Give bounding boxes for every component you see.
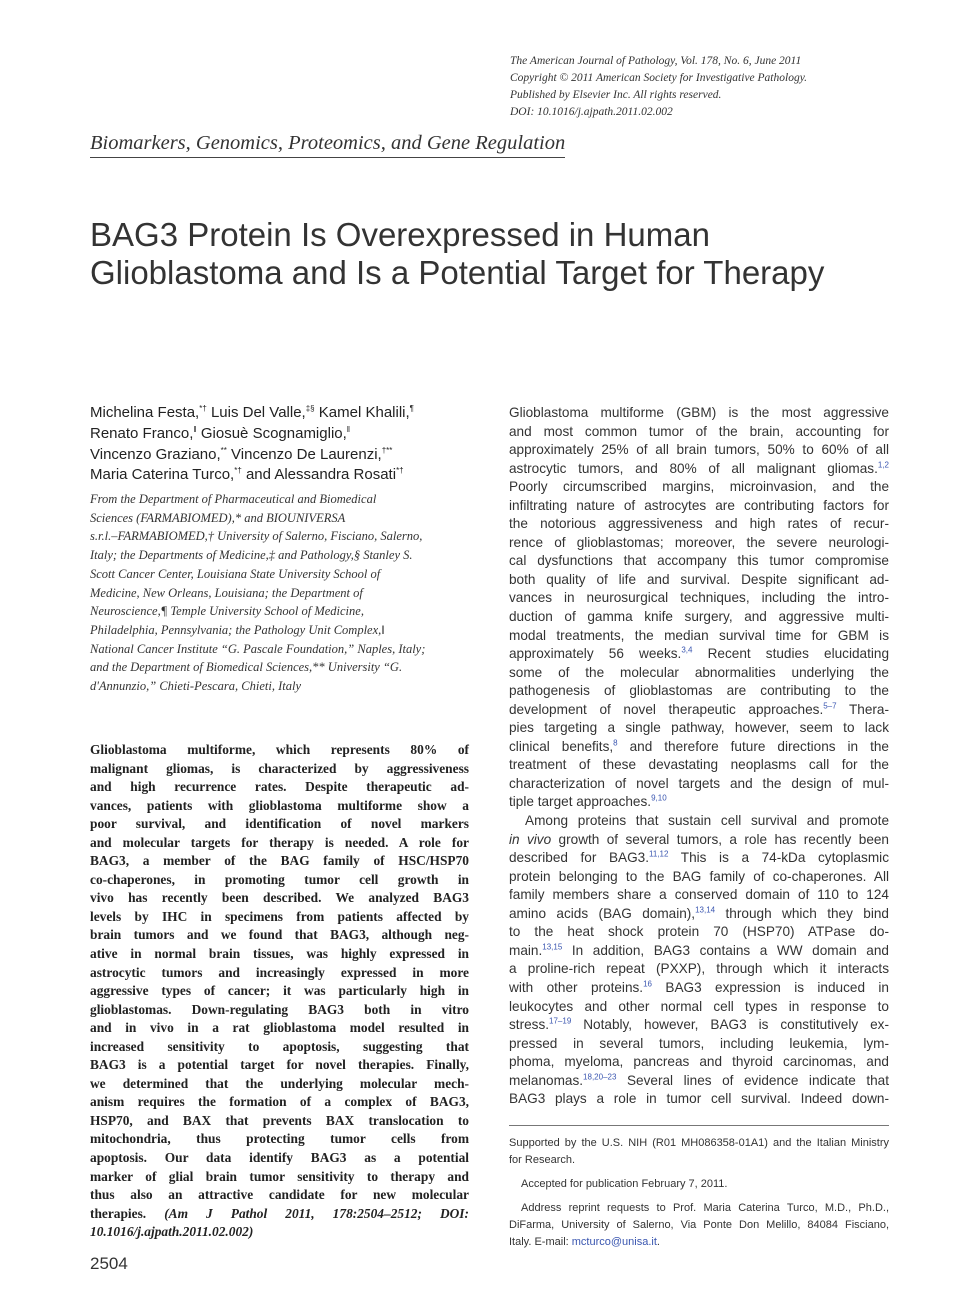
email-link[interactable]: mcturco@unisa.it	[571, 1236, 657, 1248]
funding-note: Supported by the U.S. NIH (R01 MH086358-01A1) and the Italian Ministry	[509, 1137, 889, 1149]
affiliation-mark: ‡§	[305, 404, 315, 413]
reference-link[interactable]: 18,20–23	[583, 1072, 617, 1082]
body-line	[509, 942, 889, 961]
abstract-line: mitochondria, thus protecting tumor cells from	[90, 1131, 469, 1147]
affiliation-mark: ‖	[193, 424, 197, 434]
abstract-line: vances, patients with glioblastoma multiforme show a	[90, 797, 469, 813]
affiliation-mark: *†	[234, 466, 242, 476]
affiliation-mark: **	[220, 445, 227, 455]
affiliation-line: Scott Cancer Center, Louisiana State University School of	[90, 566, 381, 581]
title-line-1: BAG3 Protein Is Overexpressed in Human	[90, 216, 710, 253]
body-text-span: Notably, however, BAG3 is constitutively ex-	[571, 1017, 889, 1033]
affiliation-line: Sciences (FARMABIOMED),* and BIOUNIVERSA	[90, 510, 346, 525]
abstract-line: glioblastomas. Down-regulating BAG3 both in vitro	[90, 1001, 469, 1017]
affiliation-mark: *†	[396, 466, 404, 476]
body-line: modal treatments, the median survival time for GBM is	[509, 627, 889, 643]
abstract-line: astrocytic tumors and increasingly expressed in more	[90, 964, 469, 980]
body-line	[509, 1072, 889, 1091]
address-note: DiFarma, University of Salerno, Via Ponte Don Melillo, 84084 Fisciano,	[509, 1219, 889, 1231]
affiliation-line: Philadelphia, Pennsylvania; the Pathology Unit Complex,‖	[90, 622, 385, 637]
abstract-line: we determined that the underlying molecular mech-	[90, 1075, 469, 1091]
body-text-span: clinical benefits,	[509, 738, 614, 754]
author-name: Giosuè Scognamiglio,	[196, 424, 347, 442]
body-line: the notorious aggressiveness and high rates of recur-	[509, 516, 889, 532]
abstract-line: brain tumors and we found that BAG3, although neg-	[90, 927, 469, 943]
page-number: 2504	[90, 1254, 128, 1273]
address-note	[509, 1234, 889, 1251]
body-text-span: In addition, BAG3 contains a WW domain and	[562, 942, 889, 958]
reference-link[interactable]: 5–7	[823, 701, 837, 711]
body-line: pathogenesis of glioblastomas are contributing to the	[509, 683, 889, 699]
accepted-note: Accepted for publication February 7, 2011.	[521, 1178, 728, 1190]
abstract-line: and high recurrence rates. Despite therapeutic ad-	[90, 779, 469, 795]
abstract-line: marker of glial brain tumor sensitivity to therapy and	[90, 1168, 469, 1184]
body-line	[509, 645, 889, 664]
abstract-line: aggressive types of cancer; it was particularly high in	[90, 983, 469, 999]
affiliations	[90, 490, 480, 696]
affiliation-line: d'Annunzio,” Chieti-Pescara, Chieti, Italy	[90, 679, 301, 694]
affiliation-mark: ¶	[409, 404, 414, 413]
reference-link[interactable]: 13,14	[695, 905, 716, 915]
author-line	[90, 424, 480, 445]
author-line	[90, 445, 480, 466]
author-line	[90, 403, 480, 424]
body-line: characterization of novel targets and the design of mul-	[509, 775, 889, 791]
author-name: Vincenzo De Laurenzi,	[226, 445, 382, 463]
body-text-span: BAG3 expression is induced in	[652, 979, 889, 995]
footnote-divider	[509, 1125, 889, 1126]
body-text-span: Several lines of evidence indicate that	[616, 1072, 889, 1088]
affiliation-line: From the Department of Pharmaceutical and Biomedical	[90, 492, 377, 506]
abstract-line: malignant gliomas, is characterized by aggressiveness	[90, 760, 469, 776]
affiliation-line: Medicine, New Orleans, Louisiana; the Department of	[90, 585, 363, 600]
abstract-line: and in vivo in a rat glioblastoma model resulted in	[90, 1020, 469, 1036]
body-line: duction of gamma knife surgery, and aggressive multi-	[509, 609, 889, 625]
body-text-span: melanomas.	[509, 1072, 584, 1088]
body-line: leukocytes and other normal cell types in response to	[509, 998, 889, 1014]
author-name: Michelina Festa,	[90, 404, 200, 421]
reference-link[interactable]: 9,10	[651, 793, 667, 803]
body-line: and most common tumor of the brain, accounting for	[509, 423, 889, 439]
reference-link[interactable]: 8	[613, 738, 618, 748]
abstract-line: anism requires the formation of a complex of BAG3,	[90, 1094, 469, 1110]
reference-link[interactable]: 11,12	[649, 849, 669, 859]
body-line: Glioblastoma multiforme (GBM) is the most aggressive	[509, 405, 889, 420]
body-line	[509, 793, 889, 812]
body-line	[509, 979, 889, 998]
body-line	[509, 1016, 889, 1035]
body-line: rence of glioblastomas; moreover, the severe neurologi-	[509, 534, 889, 550]
abstract-doi: 10.1016/j.ajpath.2011.02.002)	[90, 1224, 254, 1240]
article-title	[90, 216, 910, 292]
journal-copyright: Copyright © 2011 American Society for Investigative Pathology.	[510, 72, 808, 84]
body-line: pressed in several tumors, including leukemia, lym-	[509, 1035, 889, 1051]
abstract-line: HSP70, and BAX that prevents BAX translocation to	[90, 1112, 469, 1128]
body-line: both quality of life and survival. Despite significant ad-	[509, 571, 889, 587]
body-text-span: through which they bind	[715, 905, 889, 921]
body-text-span: Recent studies elucidating	[692, 646, 889, 662]
affiliation-line: s.r.l.–FARMABIOMED,† University of Salerno, Fisciano, Salerno,	[90, 529, 423, 544]
body-text-span: This is a 74-kDa cytoplasmic	[668, 850, 889, 866]
body-line: vances in neurosurgical techniques, including the intro-	[509, 590, 889, 606]
affiliation-line: and the Department of Biomedical Sciences,** University “G.	[90, 660, 403, 675]
body-italic-span: in vivo	[509, 831, 552, 847]
abstract-line: vivo has recently been described. We analyzed BAG3	[90, 890, 469, 906]
body-line: pies targeting a single pathway, however, seem to lack	[509, 720, 889, 736]
abstract-citation: (Am J Pathol 2011, 178:2504–2512; DOI:	[164, 1205, 469, 1221]
abstract-line	[90, 1205, 469, 1224]
reference-link[interactable]: 17–19	[549, 1016, 572, 1026]
body-line	[509, 831, 889, 850]
body-text-span: main.	[509, 942, 543, 958]
reference-link[interactable]: 13,15	[542, 942, 563, 952]
journal-header	[510, 53, 930, 121]
body-text-span: astrocytic tumors, and 80% of all malignant gliomas.	[509, 460, 878, 476]
journal-publisher: Published by Elsevier Inc. All rights reserved.	[510, 89, 722, 101]
body-line	[509, 738, 889, 757]
abstract-line: poor survival, and identification of novel markers	[90, 816, 469, 832]
body-line	[509, 701, 889, 720]
funding-note: for Research.	[509, 1154, 576, 1166]
body-line: phoma, myeloma, pancreas and thyroid carcinomas, and	[509, 1054, 889, 1070]
body-line: to the heat shock protein 70 (HSP70) ATPase do-	[509, 924, 889, 940]
reference-link[interactable]: 1,2	[877, 460, 889, 470]
body-text-span: growth of several tumors, a role has recently been	[551, 831, 889, 847]
body-text-span: and therefore future directions in the	[617, 738, 889, 754]
body-text-span: tiple target approaches.	[509, 794, 652, 810]
body-line: treatment of these devastating neoplasms call for the	[509, 757, 889, 773]
body-line: a proline-rich repeat (PXXP), through which it interacts	[509, 961, 889, 977]
body-line	[509, 905, 889, 924]
body-line	[509, 849, 889, 868]
body-text-span: with other proteins.	[509, 979, 644, 995]
reference-link[interactable]: 3,4	[681, 645, 693, 655]
abstract-line: thus also an attractive candidate for new molecular	[90, 1187, 469, 1203]
affiliation-line: Italy; the Departments of Medicine,‡ and Pathology,§ Stanley S.	[90, 548, 413, 563]
affiliation-mark: ‖	[346, 424, 351, 434]
reference-link[interactable]: 16	[643, 979, 652, 989]
abstract-line: BAG3, a member of the BAG family of HSC/HSP70	[90, 853, 469, 869]
author-name: Vincenzo Graziano,	[90, 445, 221, 463]
journal-citation: The American Journal of Pathology, Vol. 178, No. 6, June 2011	[510, 55, 802, 67]
affiliation-mark: †**	[381, 445, 393, 455]
address-text: .	[656, 1236, 660, 1248]
body-line: BAG3 plays a role in tumor cell survival. Indeed down-	[509, 1091, 889, 1107]
abstract-line: apoptosis. Our data identify BAG3 as a potential	[90, 1150, 469, 1166]
body-text-span: amino acids (BAG domain),	[509, 905, 696, 921]
body-line	[509, 460, 889, 479]
body-line: approximately 25% of all brain tumors, 50% to 60% of all	[509, 442, 889, 458]
body-line: protein belonging to the BAG family of co-chaperones. All	[509, 868, 889, 884]
author-name: Luis Del Valle,	[206, 404, 306, 421]
body-text-span: described for BAG3.	[509, 850, 650, 866]
author-name: Maria Caterina Turco,	[90, 466, 235, 484]
body-line: cal dysfunctions that accompany this tumor compromise	[509, 553, 889, 569]
abstract	[90, 741, 469, 1242]
affiliation-mark: *†	[199, 404, 207, 413]
address-text: Italy. E-mail:	[509, 1236, 572, 1248]
body-line: some of the molecular abnormalities underlying the	[509, 664, 889, 680]
author-list	[90, 403, 480, 486]
abstract-text: therapies.	[90, 1205, 147, 1221]
title-line-2: Glioblastoma and Is a Potential Target for Therapy	[90, 254, 825, 291]
author-name: Renato Franco,	[90, 424, 194, 442]
body-line: Poorly circumscribed margins, microinvasion, and the	[509, 479, 889, 495]
abstract-line: and molecular targets for therapy is needed. A role for	[90, 834, 469, 850]
body-line: infiltrating nature of astrocytes are contributing factors for	[509, 497, 889, 513]
body-line: Among proteins that sustain cell survival and promote	[525, 813, 889, 829]
body-text	[509, 404, 889, 1109]
journal-doi: DOI: 10.1016/j.ajpath.2011.02.002	[510, 106, 673, 118]
body-text-span: stress.	[509, 1017, 550, 1033]
abstract-line: Glioblastoma multiforme, which represents 80% of	[90, 742, 469, 757]
author-name: and Alessandra Rosati	[241, 466, 397, 484]
affiliation-line: National Cancer Institute “G. Pascale Foundation,” Naples, Italy;	[90, 641, 426, 656]
section-heading: Biomarkers, Genomics, Proteomics, and Gene Regulation	[90, 132, 565, 158]
abstract-line: BAG3 is a potential target for novel therapies. Finally,	[90, 1057, 469, 1073]
body-text-span: Thera-	[836, 701, 890, 717]
abstract-line: levels by IHC in specimens from patients affected by	[90, 908, 469, 924]
affiliation-line: Neuroscience,¶ Temple University School of Medicine,	[90, 604, 364, 619]
author-line	[90, 465, 480, 486]
body-text-span: development of novel therapeutic approaches.	[509, 701, 824, 717]
author-name: Kamel Khalili,	[314, 404, 410, 421]
abstract-line: co-chaperones, in promoting tumor cell growth in	[90, 871, 469, 887]
address-note: Address reprint requests to Prof. Maria Caterina Turco, M.D., Ph.D.,	[521, 1202, 889, 1214]
abstract-line: ative in normal brain tissues, was highly expressed in	[90, 946, 469, 962]
footnotes	[509, 1135, 889, 1251]
body-line: family members share a conserved domain of 110 to 124	[509, 887, 889, 903]
abstract-line: increased sensitivity to apoptosis, suggesting that	[90, 1038, 469, 1054]
body-text-span: approximately 56 weeks.	[509, 646, 682, 662]
